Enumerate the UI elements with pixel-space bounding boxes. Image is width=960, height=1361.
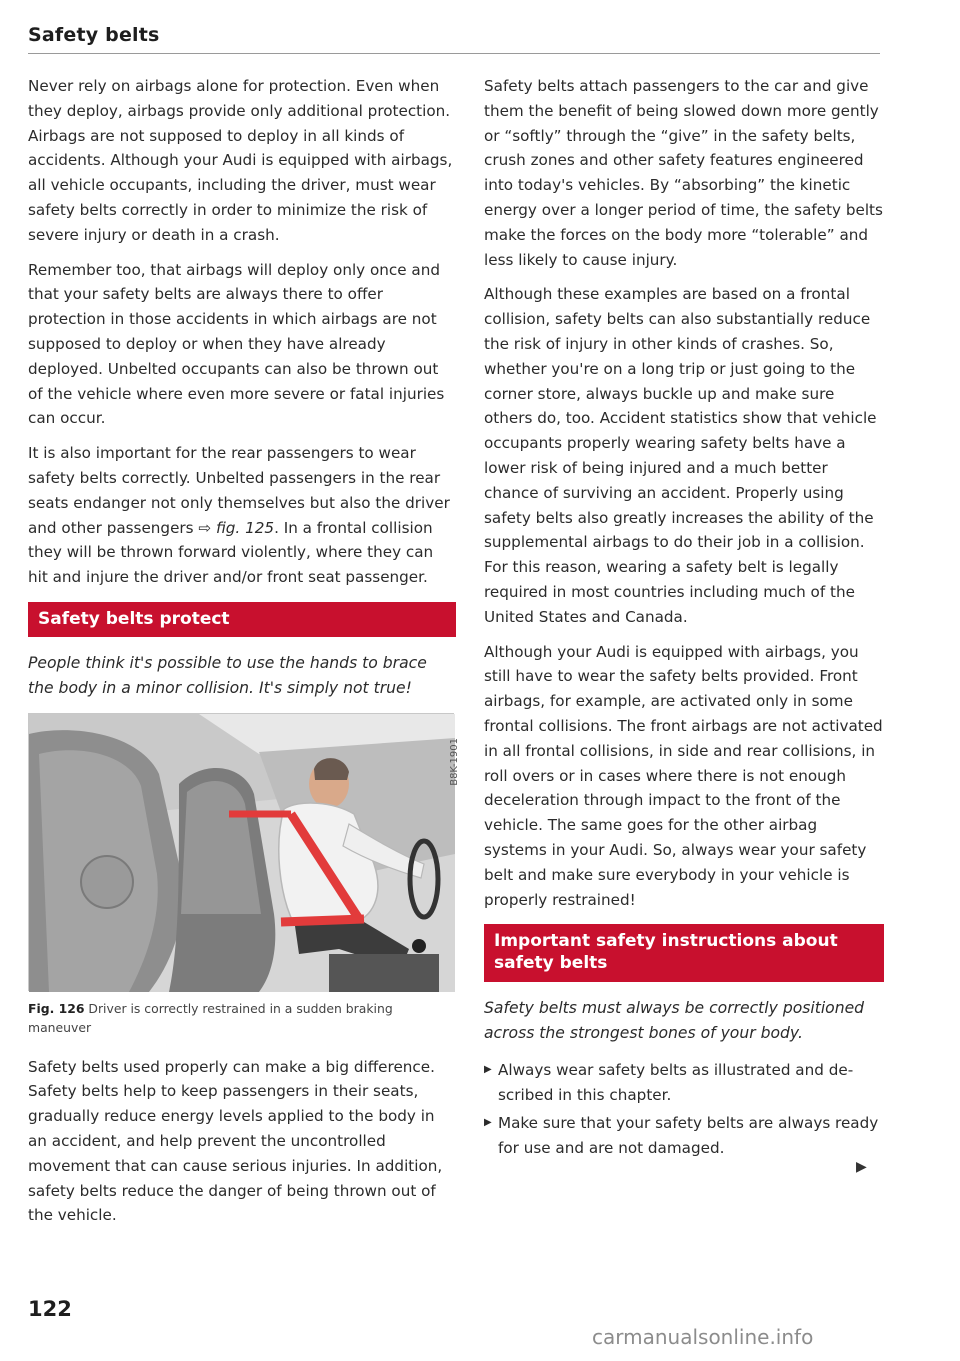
bullet-triangle-icon: ▶ [484,1117,492,1129]
list-item [484,1111,884,1161]
section-intro: People think it's possible to use the hands to brace the body in a minor collision. It's simply not true! [28,653,427,697]
watermark: carmanualsonline.info [592,1325,814,1349]
continued-arrow-icon: ▶ [856,1159,867,1175]
paragraph [28,441,456,590]
figure-caption [28,999,456,1037]
figure-illustration [28,713,460,991]
left-column [28,74,460,1238]
paragraph-text: . In a frontal collision they will be thrown forward violently, where they can hit and injure the driver and/or front seat passenger. [28,518,434,587]
list-item-text: Always wear safety belts as illustrated and described in this chapter. [498,1060,854,1104]
list-item [484,1058,884,1108]
section-heading: Important safety instructions about safety belts [484,924,884,982]
paragraph: Although your Audi is equipped with airbags, you still have to wear the safety belts provided. Front airbags, for example, are activated only in some frontal collisions. The front airbags are not activated in all frontal collisions, in side and rear collisions, in roll overs or in cases where there is not enough deceleration through impact to the front of the vehicle. The same goes for the other airbag systems in your Audi. So, always wear your safety belt and make sure everybody in your vehicle is properly restrained! [484,642,883,909]
figure-caption-text: Driver is correctly restrained in a sudden braking maneuver [28,1000,393,1035]
paragraph: Never rely on airbags alone for protection. Even when they deploy, airbags provide only additional protection. Airbags are not supposed to deploy in all kinds of accidents. Although your Audi is equipped with airbags, all vehicle occupants, including the driver, must wear safety belts correctly in order to minimize the risk of severe injury or death in a crash. [28,77,453,244]
header-rule [28,53,880,54]
bullet-triangle-icon: ▶ [484,1063,492,1075]
page-number: 122 [28,1297,72,1321]
paragraph: Although these examples are based on a frontal collision, safety belts can also substantially reduce the risk of injury in other kinds of crashes. So, whether you're on a long trip or just going to the corner store, always buckle up and make sure others do, too. Accident statistics show that vehicle occupants properly wearing safety belts have a lower risk of being injured and a much better chance of surviving an accident. Properly using safety belts also greatly increases the ability of the supplemental airbags to do their job in a collision. For this reason, wearing a safety belt is legally required in most countries including much of the United States and Canada. [484,285,877,626]
list-item-text: Make sure that your safety belts are always ready for use and are not damaged. [498,1114,879,1158]
paragraph-text: It is also important for the rear passengers to wear safety belts correctly. Unbelted passengers in the rear seats endanger not only themselves but also the driver and other passengers [28,444,450,537]
paragraph: Safety belts used properly can make a big difference. Safety belts help to keep passengers in their seats, gradually reduce energy levels applied to the body in an accident, and help prevent the uncontrolled movement that can cause serious injuries. In addition, safety belts reduce the danger of being thrown out of the vehicle. [28,1057,443,1225]
paragraph: Safety belts attach passengers to the car and give them the benefit of being slowed down more gently or “softly” through the “give” in the safety belts, crush zones and other safety features engineered into today's vehicles. By “absorbing” the kinetic energy over a longer period of time, the safety belts make the forces on the body more “tolerable” and less likely to cause injury. [484,77,883,269]
figure-id-label: B8K-1901 [449,737,460,786]
driver-illustration [29,714,455,992]
figure-reference-link[interactable]: ⇨ fig. 125 [198,518,275,537]
section-heading: Safety belts protect [28,602,456,637]
figure-caption-label: Fig. 126 [28,1000,85,1016]
right-column [484,74,884,1165]
section-intro: Safety belts must always be correctly positioned across the strongest bones of your body. [484,999,865,1043]
page-header-title: Safety belts [28,24,160,46]
instruction-list [484,1058,884,1161]
paragraph: Remember too, that airbags will deploy only once and that your safety belts are always there to offer protection in those accidents in which airbags are not supposed to deploy or when they have already deployed. Unbelted occupants can also be thrown out of the vehicle where even more severe or fatal injuries can occur. [28,260,445,428]
